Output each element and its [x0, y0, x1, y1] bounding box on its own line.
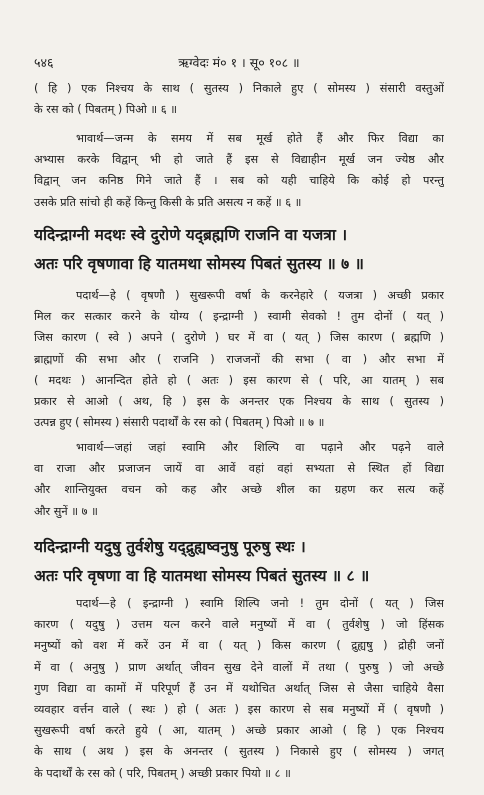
text-line: उसके प्रति सांचो ही कहें किन्तु किसी के प्रति असत्य न कहें ॥ ६ ॥ [34, 195, 302, 209]
mantra-line: यदिन्द्राग्नी यदुषु तुर्वशेषु यद्द्रुह्यष्वनुषु पूरुषु स्थः । [34, 538, 306, 556]
text-line: के रस को ( पिबतम् ) पिओ ॥ ६ ॥ [34, 103, 177, 117]
text-line: मिल कर सत्कार करने के योग्य ( इन्द्राग्नी ) स्वामी सेवको ! तुम दोनों ( यत् ) [34, 310, 444, 324]
text-line: विद्वान् जन कनिष्ठ गिने जाते हैं । सब को यही चाहिये कि कोई हो परन्तु [34, 174, 444, 188]
mantra-line: यदिन्द्राग्नी मदथः स्वे दुरोणे यद्ब्रह्मणि राजनि वा यजत्रा । [34, 226, 348, 244]
text-line: और सुनें ॥ ७ ॥ [34, 504, 98, 518]
mantra-7 [34, 221, 444, 279]
text-line: के साथ ( अथ ) इस के अनन्तर ( सुतस्य ) निकासे हुए ( सोमस्य ) जगत् [34, 745, 444, 759]
text-line: प्रकार से आओ ( अथ, हि ) इस के अनन्तर एक निश्चय के साथ ( सुतस्य ) [34, 394, 444, 408]
running-title: ऋग्वेदः मं० १ । सू० १०८ ॥ [178, 55, 300, 70]
text-line: भावार्थ—जहां जहां स्वामि और शिल्पि वा पढ़ाने और पढ़ने वाले [76, 441, 444, 454]
text-line: भावार्थ—जन्म के समय में सब मूर्ख होते हैं और फिर विद्या का [76, 132, 444, 145]
page-number: ५४६ [34, 55, 54, 70]
text-line: अभ्यास करके विद्वान् भी हो जाते हैं इस से विद्याहीन मूर्ख जन ज्येष्ठ और [34, 153, 444, 167]
text-line: उत्पन्न हुए ( सोमस्य ) संसारी पदार्थों के रस को ( पिबतम् ) पिओ ॥ ७ ॥ [34, 416, 325, 430]
text-line: सुखरूपी वर्षा करते हुये ( आ, यातम् ) अच्छे प्रकार आओ ( हि ) एक निश्चय [34, 724, 444, 738]
padartha-7 [34, 285, 444, 433]
mantra-line: अतः परि वृषणा वा हि यातमथा सोमस्य पिबतं सुतस्य ॥ ८ ॥ [34, 567, 370, 585]
mantra-line: अतः परि वृषणावा हि यातमथा सोमस्य पिबतं सुतस्य ॥ ७ ॥ [34, 255, 364, 273]
text-line: जिस कारण ( स्वे ) अपने ( दुरोणे ) घर में वा ( यत् ) जिस कारण ( ब्रह्मणि ) [34, 331, 444, 345]
top-paragraph [34, 78, 444, 120]
padartha-8 [34, 593, 444, 784]
text-line: और शान्तियुक्त वचन को कह और अच्छे शील का ग्रहण कर सत्य कहें [34, 483, 444, 497]
text-line: पदार्थ—हे ( वृषणौ ) सुखरूपी वर्षा के करनेहारे ( यजत्रा ) अच्छी प्रकार [76, 289, 444, 302]
text-line: के पदार्थों के रस को ( परि, पिबतम् ) अच्छी प्रकार पियो ॥ ८ ॥ [34, 766, 291, 780]
text-line: वा राजा और प्रजाजन जायें वा आवें वहां वहां सभ्यता से स्थित हों विद्या [34, 462, 444, 476]
bhavartha-7 [34, 437, 444, 522]
text-line: ब्राह्मणों की सभा और ( राजनि ) राजजनों की सभा ( वा ) और सभा में [34, 352, 444, 366]
text-line: ( हि ) एक निश्चय के साथ ( सुतस्य ) निकाले हुए ( सोमस्य ) संसारी वस्तुओं [34, 82, 444, 95]
text-line: पदार्थ—हे ( इन्द्राग्नी ) स्वामि शिल्पि जनो ! तुम दोनों ( यत् ) जिस [76, 597, 444, 610]
bhavartha-6 [34, 128, 444, 213]
text-line: में वा ( अनुषु ) प्राण अर्थात् जीवन सुख देने वालों में तथा ( पुरुषु ) जो अच्छे [34, 660, 444, 674]
text-line: ( मदथः ) आनन्दित होते हो ( अतः ) इस कारण से ( परि, आ यातम् ) सब [34, 373, 444, 387]
text-line: मनुष्यों को वश में करें उन में वा ( यत् ) किस कारण ( द्रुह्यषु ) द्रोही जनों [34, 639, 444, 653]
text-line: गुण विद्या वा कामों में परिपूर्ण हैं उन में यथोचित अर्थात् जिस से जैसा चाहिये वैसा [34, 681, 444, 695]
page-header [34, 54, 444, 72]
text-line: व्यवहार वर्त्तन वाले ( स्थः ) हो ( अतः ) इस कारण से सब मनुष्यों में ( वृषणौ ) [34, 702, 444, 716]
text-line: कारण ( यदुषु ) उत्तम यत्न करने वाले मनुष्यों में वा ( तुर्वशेषु ) जो हिंसक [34, 618, 444, 632]
mantra-8 [34, 533, 444, 591]
